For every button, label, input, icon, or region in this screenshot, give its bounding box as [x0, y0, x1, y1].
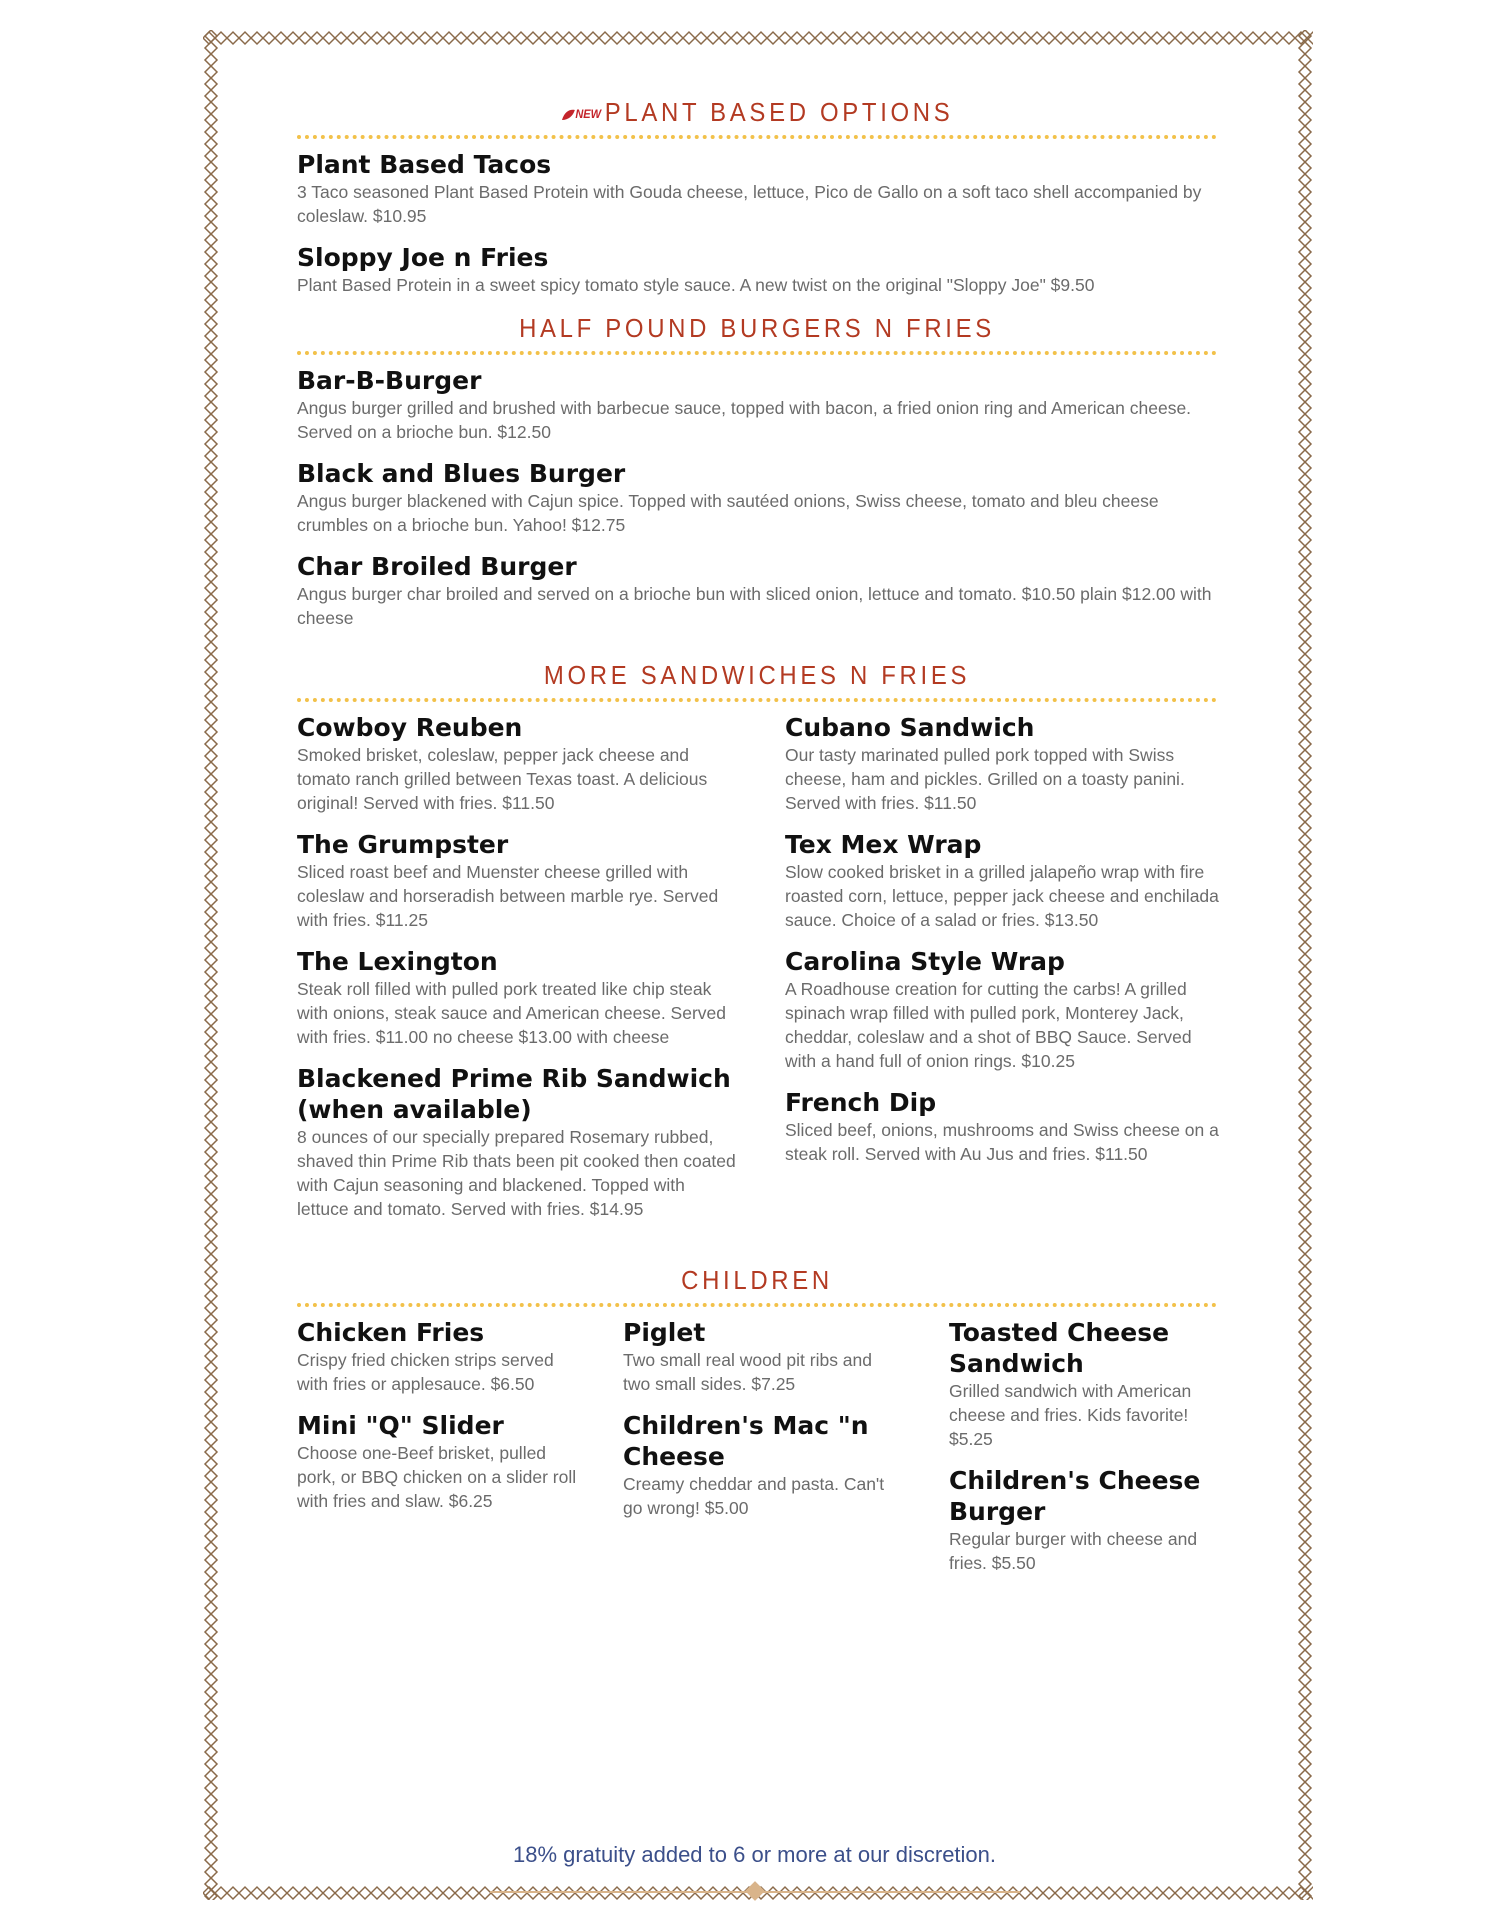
menu-item — [623, 1317, 903, 1396]
item-name: Blackened Prime Rib Sandwich (when available) — [297, 1064, 731, 1124]
item-description: Two small real wood pit ribs and two small sides. $7.25 — [623, 1350, 872, 1394]
children-column-3 — [949, 1317, 1229, 1589]
item-name: French Dip — [785, 1088, 937, 1117]
item-name: Sloppy Joe n Fries — [297, 243, 549, 272]
menu-item — [297, 946, 737, 1049]
dotted-divider — [297, 351, 1217, 355]
item-description: A Roadhouse creation for cutting the carbs! A grilled spinach wrap filled with pulled pork, Monterey Jack, cheddar, coleslaw and a shot of BBQ Sauce. Served with a hand full of onion rings. $10.25 — [785, 979, 1192, 1071]
dotted-divider — [297, 1303, 1217, 1307]
item-description: Angus burger char broiled and served on a brioche bun with sliced onion, lettuce and tomato. $10.50 plain $12.00 with cheese — [297, 584, 1212, 628]
new-badge-icon: NEW — [561, 97, 601, 131]
item-name: Plant Based Tacos — [297, 150, 552, 179]
menu-item — [785, 712, 1225, 815]
item-description: Our tasty marinated pulled pork topped with Swiss cheese, ham and pickles. Grilled on a toasty panini. Served with fries. $11.50 — [785, 745, 1185, 813]
item-description: Regular burger with cheese and fries. $5.50 — [949, 1529, 1198, 1573]
dotted-divider — [297, 135, 1217, 139]
item-name: Mini "Q" Slider — [297, 1411, 504, 1440]
sandwiches-left-column — [297, 712, 737, 1235]
section-title: CHILDREN — [681, 1265, 833, 1295]
item-name: Carolina Style Wrap — [785, 947, 1065, 976]
item-name: Chicken Fries — [297, 1318, 485, 1347]
menu-item — [297, 458, 1217, 537]
item-name: Bar-B-Burger — [297, 366, 482, 395]
section-burgers — [297, 311, 1217, 630]
menu-item — [297, 365, 1217, 444]
item-name: Children's Mac "n Cheese — [623, 1411, 869, 1471]
item-description: Angus burger blackened with Cajun spice. Topped with sautéed onions, Swiss cheese, tomato and bleu cheese crumbles on a brioche bun. Yahoo! $12.75 — [297, 491, 1159, 535]
menu-item — [297, 1063, 737, 1221]
item-name: Black and Blues Burger — [297, 459, 626, 488]
menu-item — [623, 1410, 903, 1520]
item-description: Smoked brisket, coleslaw, pepper jack cheese and tomato ranch grilled between Texas toast. A delicious original! Served with fries. $11.50 — [297, 745, 708, 813]
border-top — [203, 30, 1313, 46]
menu-item — [297, 1410, 577, 1513]
item-name: Toasted Cheese Sandwich — [949, 1318, 1170, 1378]
sandwiches-right-column — [785, 712, 1225, 1235]
item-description: Choose one-Beef brisket, pulled pork, or BBQ chicken on a slider roll with fries and slaw. $6.25 — [297, 1443, 577, 1511]
item-description: Slow cooked brisket in a grilled jalapeño wrap with fire roasted corn, lettuce, pepper jack cheese and enchilada sauce. Choice of a salad or fries. $13.50 — [785, 862, 1219, 930]
menu-item — [949, 1465, 1229, 1575]
menu-item — [297, 551, 1217, 630]
section-sandwiches — [297, 658, 1217, 1235]
item-name: The Lexington — [297, 947, 498, 976]
item-name: Char Broiled Burger — [297, 552, 577, 581]
menu-item — [785, 1087, 1225, 1166]
menu-item — [297, 242, 1217, 297]
menu-item — [949, 1317, 1229, 1451]
border-right — [1297, 30, 1313, 1900]
section-title: NEW PLANT BASED OPTIONS — [334, 95, 1180, 129]
gratuity-note: 18% gratuity added to 6 or more at our discretion. — [512, 1842, 997, 1867]
menu-content — [297, 95, 1217, 1589]
item-name: The Grumpster — [297, 830, 509, 859]
dotted-divider — [297, 698, 1217, 702]
item-description: Grilled sandwich with American cheese and fries. Kids favorite! $5.25 — [949, 1381, 1192, 1449]
item-description: Sliced roast beef and Muenster cheese grilled with coleslaw and horseradish between marble rye. Served with fries. $11.25 — [297, 862, 719, 930]
children-column-1 — [297, 1317, 577, 1589]
section-title: MORE SANDWICHES N FRIES — [543, 660, 971, 690]
item-name: Piglet — [623, 1318, 706, 1347]
menu-item — [297, 1317, 577, 1396]
menu-item — [297, 829, 737, 932]
item-description: Sliced beef, onions, mushrooms and Swiss cheese on a steak roll. Served with Au Jus and fries. $11.50 — [785, 1120, 1219, 1164]
item-name: Children's Cheese Burger — [949, 1466, 1201, 1526]
item-name: Cowboy Reuben — [297, 713, 523, 742]
item-description: 8 ounces of our specially prepared Rosemary rubbed, shaved thin Prime Rib thats been pit cooked then coated with Cajun seasoning and blackened. Topped with lettuce and tomato. Served with fries. $14.95 — [297, 1127, 736, 1219]
menu-item — [297, 712, 737, 815]
item-name: Cubano Sandwich — [785, 713, 1035, 742]
border-left — [203, 30, 219, 1900]
item-description: Crispy fried chicken strips served with fries or applesauce. $6.50 — [297, 1350, 554, 1394]
item-description: 3 Taco seasoned Plant Based Protein with Gouda cheese, lettuce, Pico de Gallo on a soft taco shell accompanied by coleslaw. $10.95 — [297, 182, 1202, 226]
section-children — [297, 1263, 1217, 1589]
menu-item — [785, 829, 1225, 932]
item-description: Plant Based Protein in a sweet spicy tomato style sauce. A new twist on the original "Sloppy Joe" $9.50 — [297, 275, 1095, 295]
item-description: Creamy cheddar and pasta. Can't go wrong! $5.00 — [623, 1474, 885, 1518]
menu-item — [785, 946, 1225, 1073]
children-column-2 — [623, 1317, 903, 1589]
section-plant-based — [297, 95, 1217, 297]
item-description: Steak roll filled with pulled pork treated like chip steak with onions, steak sauce and American cheese. Served with fries. $11.00 no cheese $13.00 with cheese — [297, 979, 726, 1047]
item-description: Angus burger grilled and brushed with barbecue sauce, topped with bacon, a fried onion ring and American cheese. Served on a brioche bun. $12.50 — [297, 398, 1192, 442]
item-name: Tex Mex Wrap — [785, 830, 982, 859]
menu-item — [297, 149, 1217, 228]
section-title: HALF POUND BURGERS N FRIES — [519, 313, 995, 343]
